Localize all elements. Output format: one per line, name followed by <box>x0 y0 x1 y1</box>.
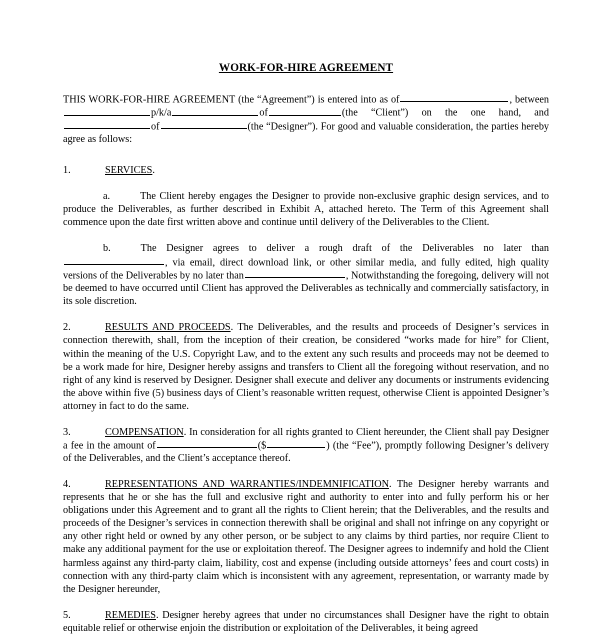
preamble-line2-of: of <box>259 107 268 119</box>
blank-field-agreement-date[interactable] <box>400 93 508 102</box>
blank-field-client-of[interactable] <box>269 106 341 115</box>
blank-field-designer-name[interactable] <box>64 120 150 129</box>
spacer <box>63 596 549 609</box>
section-4-number: 4. <box>63 479 71 491</box>
preamble-line2-pka: p/k/a <box>151 107 172 119</box>
section-2-paragraph <box>63 321 549 412</box>
document-body <box>63 0 549 635</box>
subsection-a-text: The Client hereby engages the Designer to provide non-exclusive graphic design services, and to produce the Deliverables, as further described in Exhibit A, attached hereto. The Term of this Agreement shall commence upon the date first written above and continue until delivery of the Deliverables to the Client. <box>63 191 549 229</box>
section-5-number: 5. <box>63 609 71 621</box>
subsection-b-text-a: The Designer agrees to deliver a rough draft of the Deliverables no later than <box>140 243 549 255</box>
blank-field-client-pka[interactable] <box>172 106 258 115</box>
blank-field-designer-of[interactable] <box>161 120 247 129</box>
section-1-heading <box>63 164 549 177</box>
subsection-b-text-b: , via email, direct download link, or other similar media, and fully edited, high quality versions of the Deliverables by no later than <box>63 256 549 282</box>
blank-field-client-name[interactable] <box>64 106 150 115</box>
section-3-body-a: . In consideration for all rights granted to Client hereunder, the Client shall pay Designer a fee in the amount of <box>63 426 549 452</box>
section-3-paragraph <box>63 426 549 466</box>
section-5-body: . Designer hereby agrees that under no circumstances shall Designer have the right to obtain equitable relief or otherwise enjoin the distribution or exploitation of the Deliverables, it being agreed <box>63 609 549 634</box>
section-3-body-c: ) (the “Fee”), promptly following Designer’s delivery of the Deliverables, and the Client’s acceptance thereof. <box>63 440 550 465</box>
section-5-title: REMEDIES <box>105 609 156 621</box>
spacer <box>63 75 549 93</box>
preamble-line1-tail: , <box>509 94 512 106</box>
section-2-number: 2. <box>63 322 71 334</box>
blank-field-fee-amount-numeric[interactable] <box>267 439 325 448</box>
spacer <box>63 146 549 164</box>
section-1-title-tail: . <box>152 165 155 177</box>
spacer <box>63 413 549 426</box>
blank-field-rough-draft-date[interactable] <box>64 256 164 265</box>
section-1-number: 1. <box>63 165 71 177</box>
spacer <box>63 177 549 190</box>
spacer <box>63 229 549 242</box>
blank-field-fee-amount-words[interactable] <box>157 439 257 448</box>
page-title: WORK-FOR-HIRE AGREEMENT <box>218 62 394 74</box>
preamble-line3-tail: (the “Designer”). For good and valuable consideration, the parties <box>247 121 519 133</box>
section-1-title: SERVICES <box>105 165 153 177</box>
preamble-paragraph <box>63 93 549 146</box>
preamble-line3-of: of <box>151 121 160 133</box>
section-2-body: . The Deliverables, and the results and proceeds of Designer’s services in connection therewith, shall, from the inception of their creation, be considered “works made for hire” for Client, within the meaning of the U.S. Copyright Law, and to the extent any such results and proceeds may not be deemed to be a work made for hire, Designer hereby assigns and transfers to Client all the foregoing without reservation, and no right of any kind is reserved by Designer. Designer shall execute and deliver any documents or instruments evidencing the above within five (5) business days of Client’s reasonable written request, otherwise Client is appointed Designer’s attorney in fact to do the same. <box>63 322 549 412</box>
section-3-title: COMPENSATION <box>105 426 184 438</box>
subsection-b-label: b. <box>103 243 111 255</box>
section-3-body-b: ($ <box>257 440 267 452</box>
blank-field-final-delivery-date[interactable] <box>245 269 345 278</box>
section-3-number: 3. <box>63 426 71 438</box>
preamble-line1-text: THIS WORK-FOR-HIRE AGREEMENT (the “Agreement”) is entered into as of <box>63 94 400 106</box>
section-4-body: . The Designer hereby warrants and represents that he or she has the full and exclusive right and authority to enter into and fully perform his or her obligations under this Agreement and to grant all the rights to Client herein; that the Deliverables, and the results and proceeds of the Designer’s services in connection therewith shall be original and shall not infringe on any copyright or any other right held or owned by any other person, or be subject to any claims by third parties, nor require Client to make any additional payment for the use or exploitation thereof. The Designer agrees to indemnify and hold the Client harmless against any third-party claim, liability, cost and expense (including outside attorneys’ fees and court costs) in connection with any third-party claim which is inconsistent with any agreement, representation, or warranty made by the Designer hereunder, <box>63 479 549 595</box>
section-4-paragraph <box>63 478 549 595</box>
subsection-b-text-c: , Notwithstanding the foregoing, delivery will not be deemed to have occurred until Client has approved the Deliverables as technically and commercially satisfactory, in its sole discretion. <box>63 270 549 308</box>
section-5-paragraph <box>63 609 549 635</box>
spacer <box>63 308 549 321</box>
section-2-title: RESULTS AND PROCEEDS <box>105 322 231 334</box>
section-1-subsection-a <box>63 190 549 229</box>
spacer <box>63 465 549 478</box>
section-1-subsection-b <box>63 242 549 308</box>
preamble-line2-between: between <box>515 94 549 106</box>
section-4-title: REPRESENTATIONS AND WARRANTIES/INDEMNIFICATION <box>105 479 389 491</box>
preamble-line4: hereby agree as follows: <box>63 121 550 146</box>
subsection-a-label: a. <box>103 191 111 203</box>
preamble-line2-tail: (the “Client”) on the one hand, and <box>341 107 549 119</box>
